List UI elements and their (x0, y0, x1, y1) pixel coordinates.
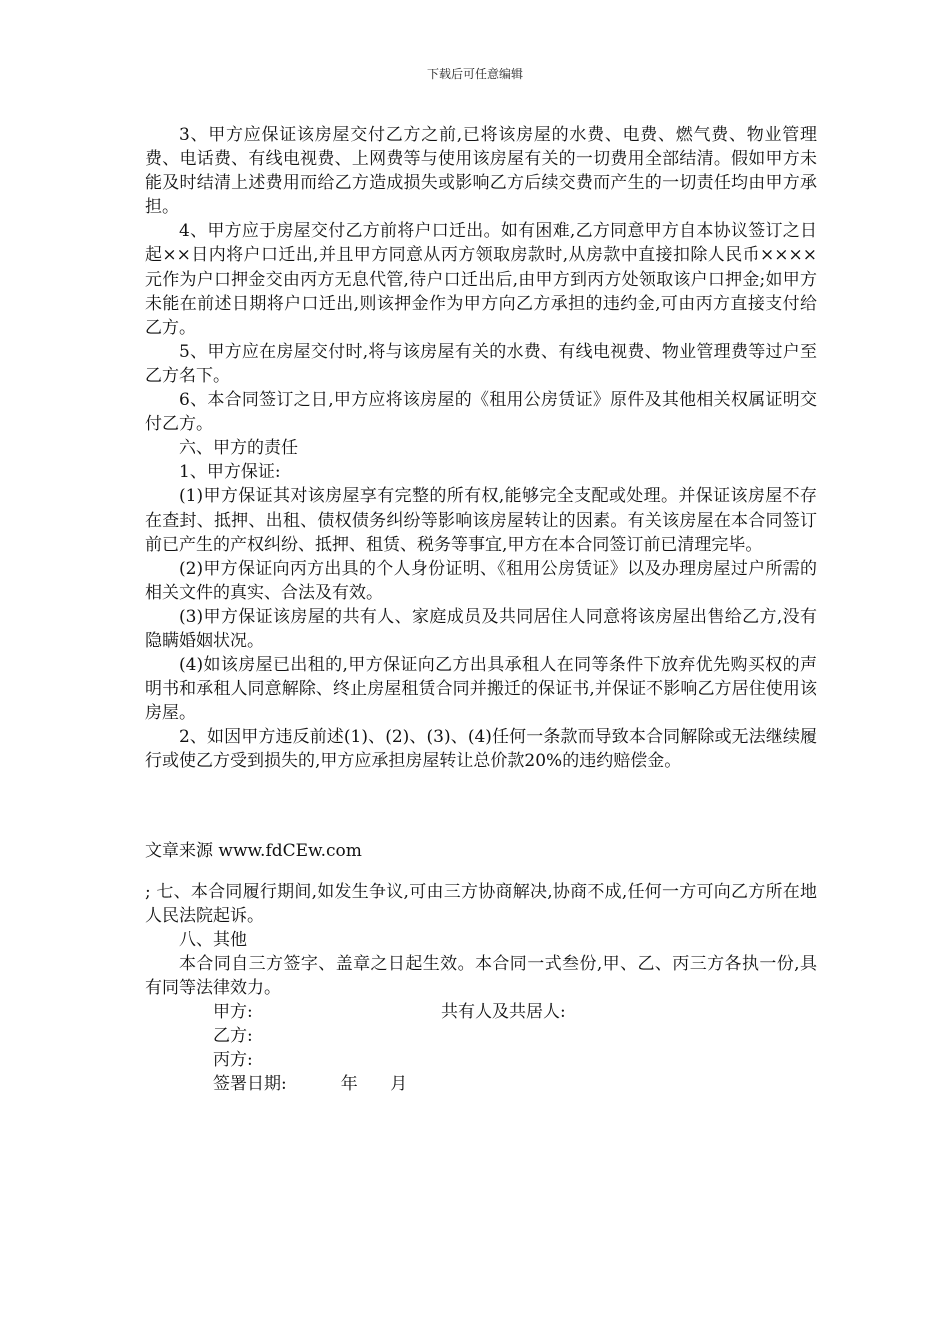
clause-5: 5、甲方应在房屋交付时,将与该房屋有关的水费、有线电视费、物业管理费等过户至乙方名下。 (145, 341, 817, 386)
signature-row-a (145, 1000, 817, 1024)
party-b-label: 乙方: (213, 1026, 253, 1047)
subsection-guarantee: 1、甲方保证: (179, 462, 281, 483)
section-heading-six: 六、甲方的责任 (179, 438, 298, 459)
clause-seven: ; 七、本合同履行期间,如发生争议,可由三方协商解决,协商不成,任何一方可向乙方所在地人民法院起诉。 (145, 881, 817, 926)
source-line: 文章来源 www.fdCEw.com (145, 840, 362, 861)
month-label: 月 (390, 1074, 408, 1095)
signing-date-row (145, 1072, 817, 1096)
party-a-label: 甲方: (213, 1002, 253, 1023)
page-header: 下载后可任意编辑 (426, 67, 523, 81)
guarantee-item-2: (2)甲方保证向丙方出具的个人身份证明、《租用公房赁证》以及办理房屋过户所需的相关文件的真实、合法及有效。 (145, 558, 817, 603)
clause-6: 6、本合同签订之日,甲方应将该房屋的《租用公房赁证》原件及其他相关权属证明交付乙方。 (145, 390, 817, 435)
signature-row-b (145, 1024, 817, 1048)
year-label: 年 (340, 1074, 358, 1095)
spacer (145, 774, 817, 839)
signature-row-c (145, 1048, 817, 1072)
clause-3: 3、甲方应保证该房屋交付乙方之前,已将该房屋的水费、电费、燃气费、物业管理费、电话费、有线电视费、上网费等与使用该房屋有关的一切费用全部结清。假如甲方未能及时结清上述费用而给乙方造成损失或影响乙方后续交费而产生的一切责任均由甲方承担。 (145, 125, 817, 218)
guarantee-item-3: (3)甲方保证该房屋的共有人、家庭成员及共同居住人同意将该房屋出售给乙方,没有隐瞒婚姻状况。 (145, 606, 817, 651)
effectiveness-clause: 本合同自三方签字、盖章之日起生效。本合同一式叁份,甲、乙、丙三方各执一份,具有同等法律效力。 (145, 953, 817, 998)
guarantee-item-1: (1)甲方保证其对该房屋享有完整的所有权,能够完全支配或处理。并保证该房屋不存在查封、抵押、出租、债权债务纠纷等影响该房屋转让的因素。有关该房屋在本合同签订前已产生的产权纠纷、抵押、租赁、税务等事宜,甲方在本合同签订前已清理完毕。 (145, 486, 817, 555)
document-body (145, 123, 817, 1096)
spacer (145, 863, 817, 880)
signing-date-label: 签署日期: (213, 1074, 287, 1095)
co-owner-label: 共有人及共居人: (441, 1002, 566, 1023)
section-heading-eight: 八、其他 (179, 929, 247, 950)
breach-clause: 2、如因甲方违反前述(1)、(2)、(3)、(4)任何一条款而导致本合同解除或无法继续履行或使乙方受到损失的,甲方应承担房屋转让总价款20%的违约赔偿金。 (145, 727, 817, 772)
party-c-label: 丙方: (213, 1050, 253, 1071)
guarantee-item-4: (4)如该房屋已出租的,甲方保证向乙方出具承租人在同等条件下放弃优先购买权的声明书和承租人同意解除、终止房屋租赁合同并搬迁的保证书,并保证不影响乙方居住使用该房屋。 (145, 655, 817, 724)
clause-4: 4、甲方应于房屋交付乙方前将户口迁出。如有困难,乙方同意甲方自本协议签订之日起××日内将户口迁出,并且甲方同意从丙方领取房款时,从房款中直接扣除人民币××××元作为户口押金交由丙方无息代管,待户口迁出后,由甲方到丙方处领取该户口押金;如甲方未能在前述日期将户口迁出,则该押金作为甲方向乙方承担的违约金,可由丙方直接支付给乙方。 (145, 221, 817, 338)
